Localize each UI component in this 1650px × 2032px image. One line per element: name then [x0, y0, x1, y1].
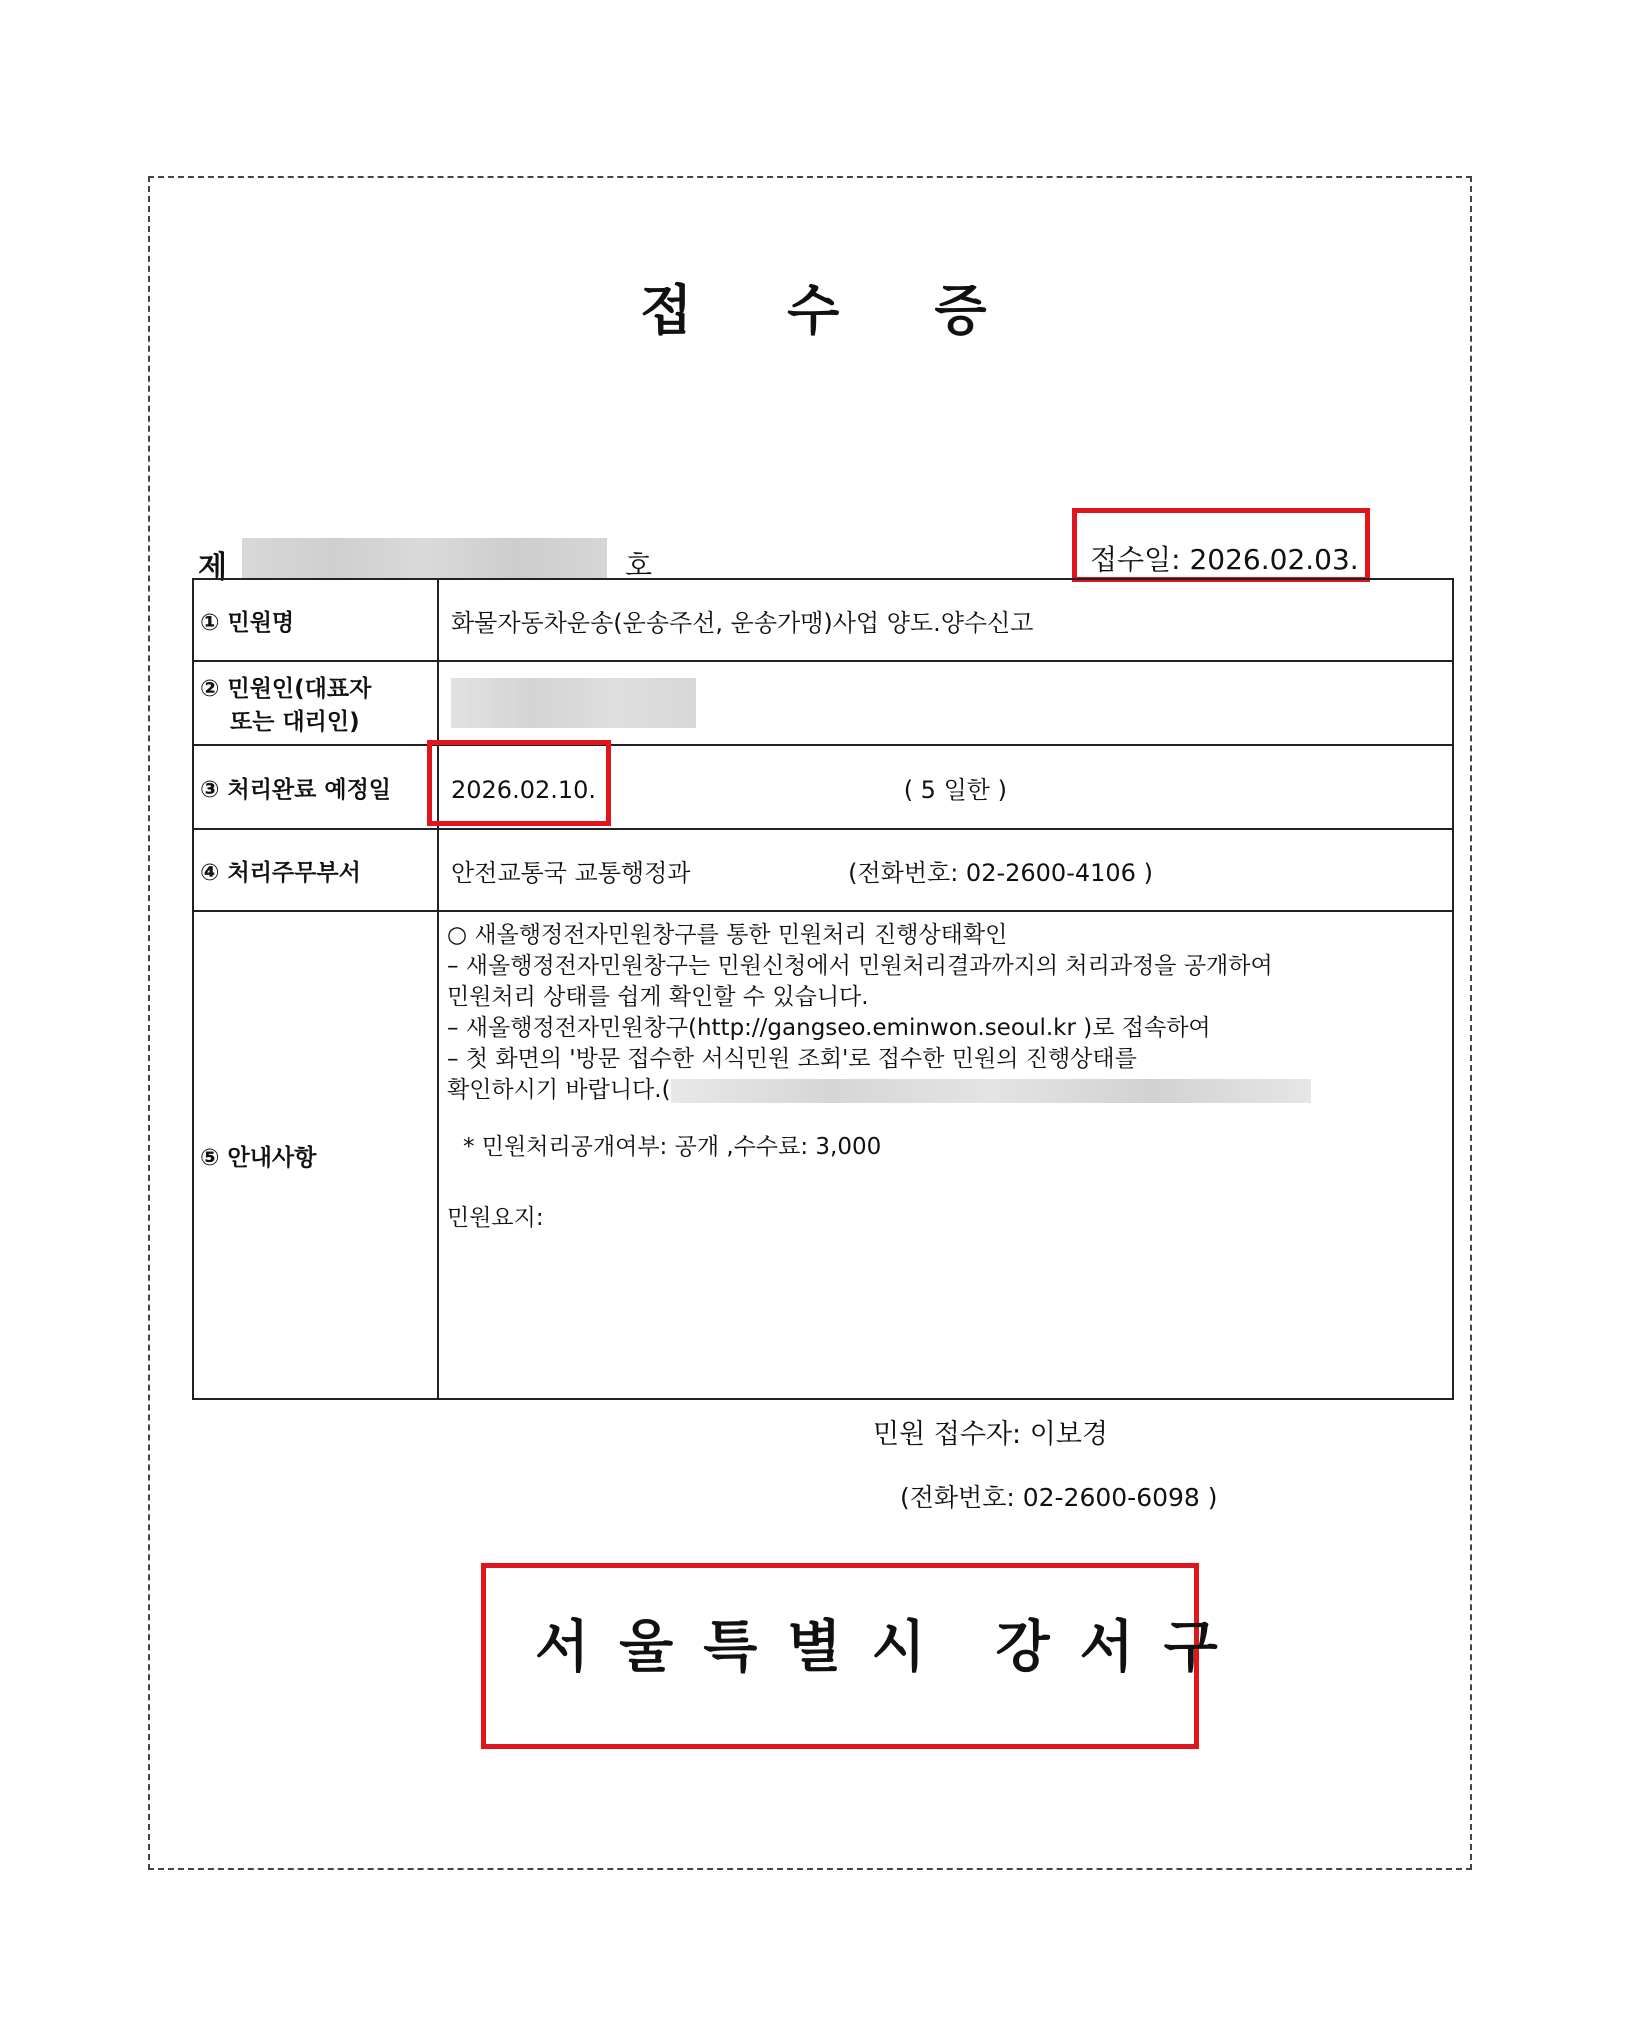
complaint-name: 화물자동차운송(운송주선, 운송가맹)사업 양도.양수신고 — [438, 579, 1453, 661]
table-row — [193, 661, 1453, 745]
guide-line: 민원처리 상태를 쉽게 확인할 수 있습니다. — [447, 984, 869, 1010]
redacted-text — [671, 1079, 1311, 1103]
receipt-date-label: 접수일: — [1090, 543, 1181, 576]
department: 안전교통국 교통행정과 — [451, 858, 691, 887]
table-row — [193, 911, 1453, 1399]
receipt-date-value: 2026.02.03. — [1189, 543, 1359, 576]
fee-line: * 민원처리공개여부: 공개 ,수수료: 3,000 — [463, 1134, 882, 1160]
district-part2: 강서구 — [995, 1615, 1248, 1680]
table-row — [193, 745, 1453, 829]
highlight-receipt-date — [1072, 508, 1370, 582]
title-char: 증 — [934, 279, 987, 342]
table-row — [193, 579, 1453, 661]
highlight-completion-date — [427, 740, 611, 826]
redacted-number — [242, 538, 607, 578]
row-label: ③ 처리완료 예정일 — [193, 745, 438, 829]
guide-line: 확인하시기 바랍니다.( — [447, 1077, 671, 1103]
title-char: 수 — [787, 279, 840, 342]
redacted-applicant — [451, 678, 696, 728]
applicant-label-2: 또는 대리인) — [230, 709, 360, 735]
receipt-form-table — [192, 578, 1454, 1400]
district-part1: 서울특별시 — [535, 1615, 956, 1680]
guide-line: – 첫 화면의 '방문 접수한 서식민원 조회'로 접수한 민원의 진행상태를 — [447, 1046, 1137, 1072]
district-name — [535, 1603, 1248, 1683]
completion-date: 2026.02.10. — [451, 775, 597, 804]
table-row — [193, 829, 1453, 911]
receiver-label: 민원 접수자: — [873, 1419, 1022, 1450]
guide-line: ○ 새올행정전자민원창구를 통한 민원처리 진행상태확인 — [447, 922, 1008, 948]
number-suffix: 호 — [625, 549, 653, 582]
guidance-cell — [438, 911, 1453, 1399]
guide-line-wrap — [447, 1075, 1444, 1106]
applicant-value — [438, 661, 1453, 745]
number-prefix: 제 — [198, 550, 227, 585]
document-title — [640, 268, 987, 345]
receiver-name: 이보경 — [1029, 1419, 1108, 1450]
department-cell — [438, 829, 1453, 911]
applicant-label-1: ② 민원인(대표자 — [200, 676, 372, 702]
summary-label: 민원요지: — [447, 1205, 544, 1231]
row-label: ④ 처리주무부서 — [193, 829, 438, 911]
title-char: 접 — [640, 279, 693, 342]
guide-line: – 새올행정전자민원창구는 민원신청에서 민원처리결과까지의 처리과정을 공개하여 — [447, 953, 1273, 979]
guide-line: – 새올행정전자민원창구(http://gangseo.eminwon.seoul.kr )로 접속하여 — [447, 1015, 1211, 1041]
processing-days: ( 5 일한 ) — [903, 775, 1007, 804]
row-label: ⑤ 안내사항 — [193, 911, 438, 1399]
department-phone: (전화번호: 02-2600-4106 ) — [848, 858, 1153, 887]
receiver-phone: (전화번호: 02-2600-6098 ) — [900, 1483, 1218, 1512]
receiver — [873, 1412, 1108, 1451]
row-label: ① 민원명 — [193, 579, 438, 661]
row-label — [193, 661, 438, 745]
